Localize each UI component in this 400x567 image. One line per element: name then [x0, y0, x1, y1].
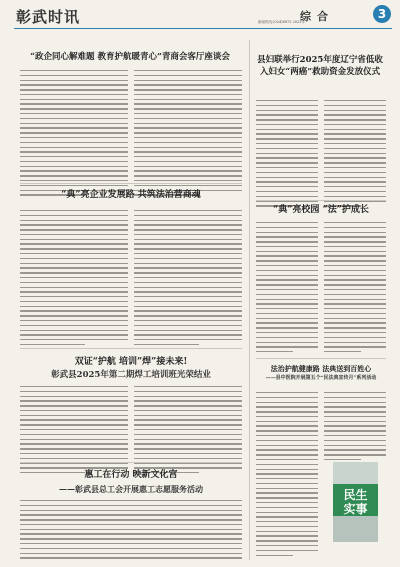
article-7-body	[20, 500, 242, 562]
article-7-headline[interactable]: 惠工在行动 映新文化宫	[84, 470, 178, 480]
section-label: 综合	[300, 10, 334, 23]
section-divider-right-2	[256, 358, 386, 359]
newspaper-logo: 彰武时讯	[16, 8, 81, 26]
masthead	[0, 0, 400, 30]
article-4-body	[256, 222, 318, 356]
column-divider	[249, 40, 250, 560]
article-3-headline[interactable]: “典”亮企业发展路 共筑法治营商魂	[61, 190, 201, 200]
article-5-body-col2	[134, 386, 242, 477]
feature-photo[interactable]	[333, 462, 378, 542]
section-divider-3	[20, 462, 242, 463]
article-2-body	[256, 100, 318, 210]
article-6-headline[interactable]: 法治护航健康路 法典送到百姓心	[270, 364, 372, 373]
article-6-subhead: ——县中医院开展第五个“民法典宣传月”系列活动	[265, 375, 377, 381]
article-4-headline[interactable]: “典”亮校园 “法”护成长	[273, 205, 369, 215]
article-3-body	[20, 210, 128, 349]
article-7-subhead: ——彰武县总工会开展惠工志愿服务活动	[59, 484, 203, 494]
article-1-body-col2	[134, 70, 242, 199]
article-4-body-col2	[324, 222, 386, 356]
page-number-badge: 3	[373, 5, 391, 23]
section-divider-right	[256, 200, 386, 201]
photo-caption-label: 民生 实事	[343, 488, 368, 516]
article-2-body-col2	[324, 100, 386, 210]
masthead-rule	[14, 28, 392, 29]
section-divider-2	[20, 348, 242, 349]
article-1-body	[20, 70, 128, 199]
article-3-body-col2	[134, 210, 242, 349]
section-divider	[20, 183, 242, 184]
article-1-headline[interactable]: “政企同心解难题 教育护航暖青心”青商会客厅座谈会	[30, 52, 230, 62]
article-5-body	[20, 386, 128, 477]
article-5-headline[interactable]: 双证“护航 培训”焊”接未来!	[74, 357, 188, 367]
article-5-subhead: 彰武县2025年第二期焊工培训班光荣结业	[51, 370, 211, 380]
article-2-headline[interactable]: 县妇联举行2025年度辽宁省低收入妇女“两癌”救助资金发放仪式	[257, 55, 383, 77]
article-6-body	[256, 392, 318, 559]
masthead-meta: 新闻热线:(024)8875 2022年	[258, 20, 306, 24]
article-6-body-col2	[324, 392, 386, 464]
